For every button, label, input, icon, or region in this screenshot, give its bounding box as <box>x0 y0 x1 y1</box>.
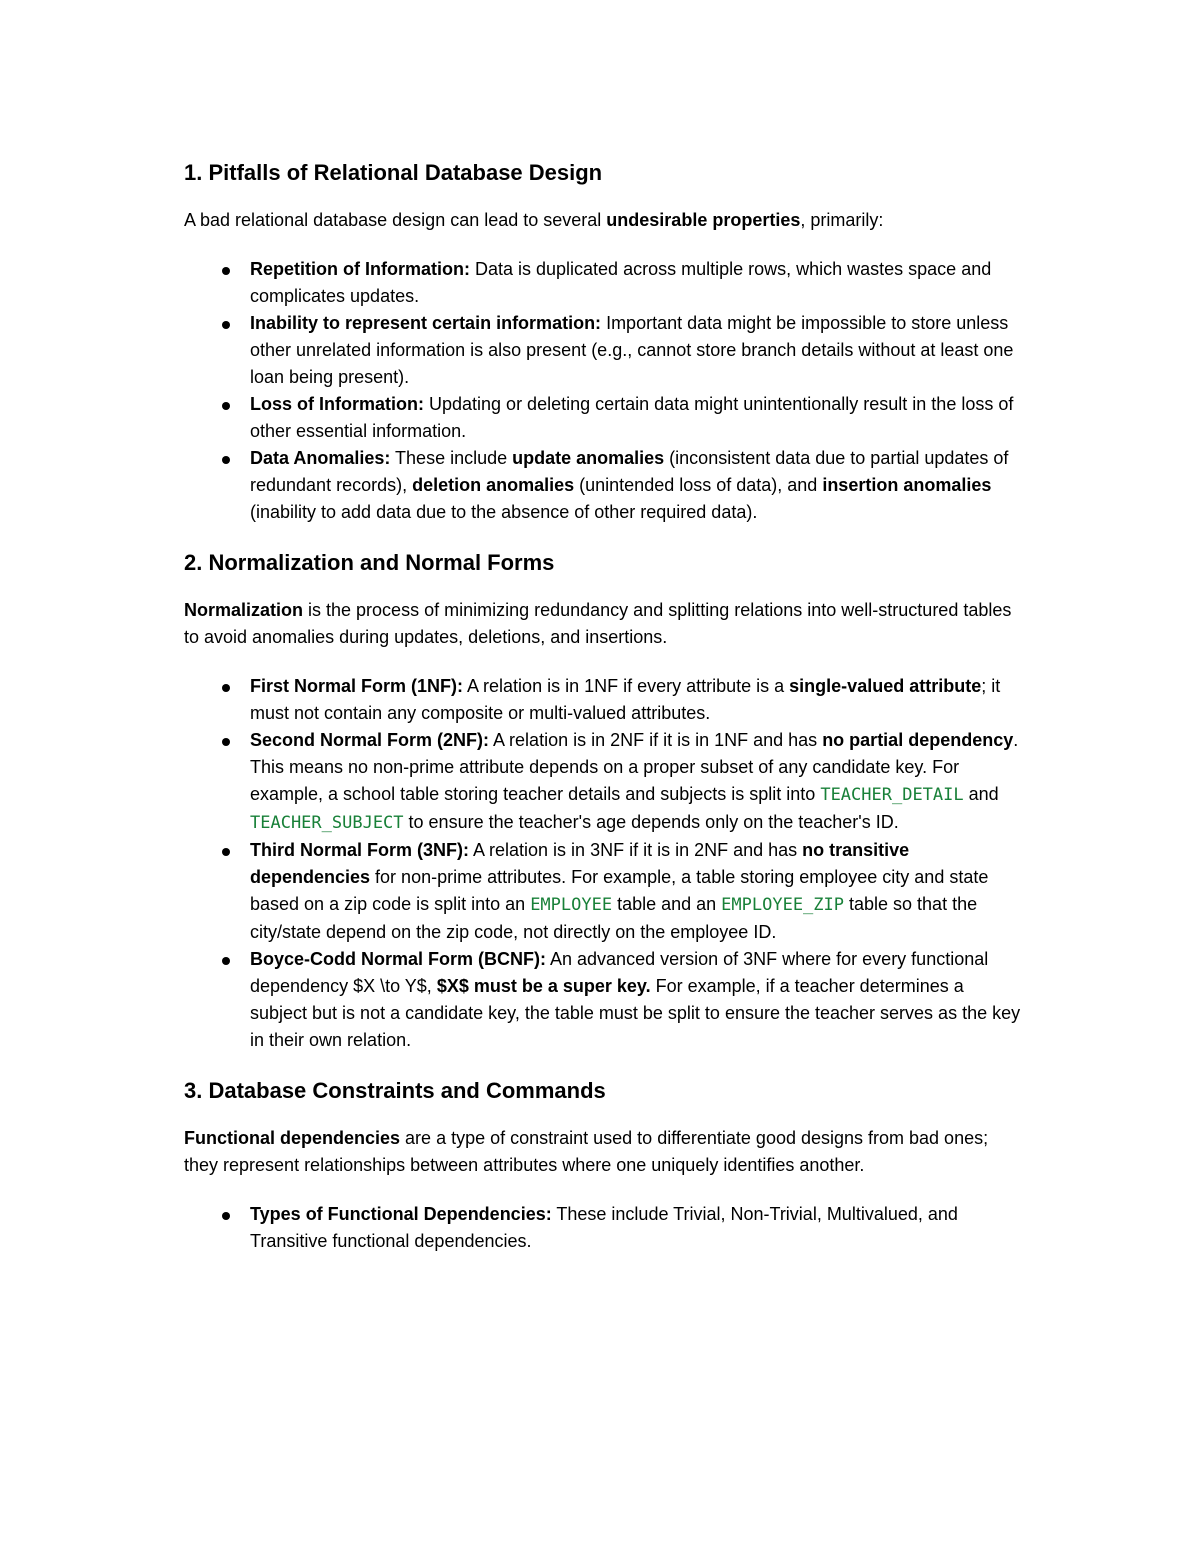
bullet-bold: update anomalies <box>512 448 665 468</box>
bullet-text: . This means no non-prime attribute depends on a proper subset of any candidate key. For example, a school table storing teacher details and subjects is split into <box>250 730 1019 804</box>
list-item <box>184 391 1024 445</box>
section-intro <box>184 1125 1024 1179</box>
bullet-text: (inconsistent data due to partial updates of redundant records), <box>250 448 1009 495</box>
intro-bold: Normalization <box>184 600 304 620</box>
bullet-bold: $X$ must be a super key. <box>436 976 651 996</box>
bullet-term: Inability to represent certain information: <box>250 313 602 333</box>
intro-bold: Functional dependencies <box>184 1128 401 1148</box>
intro-text: is the process of minimizing redundancy and splitting relations into well-structured tables to avoid anomalies during updates, deletions, and insertions. <box>184 600 1012 647</box>
bullet-bold: no partial dependency <box>822 730 1014 750</box>
bullet-text: and <box>963 784 999 804</box>
bullet-term: Data Anomalies: <box>250 448 391 468</box>
code-table-name: EMPLOYEE <box>530 895 613 915</box>
intro-text: , primarily: <box>800 210 884 230</box>
bullet-text: A relation is in 3NF if it is in 2NF and has <box>469 840 803 860</box>
bullet-list <box>184 673 1024 1054</box>
bullet-text: table so that the city/state depend on the zip code, not directly on the employee ID. <box>250 894 978 942</box>
list-item <box>184 445 1024 526</box>
section-heading: 3. Database Constraints and Commands <box>184 1078 606 1103</box>
bullet-text: (unintended loss of data), and <box>574 475 823 495</box>
bullet-text: for non-prime attributes. For example, a table storing employee city and state based on a zip code is split into an <box>250 867 989 914</box>
section-intro <box>184 597 1024 651</box>
list-item <box>184 837 1024 946</box>
bullet-text: ; it must not contain any composite or multi-valued attributes. <box>250 676 1001 723</box>
code-table-name: TEACHER_DETAIL <box>820 785 964 805</box>
code-table-name: TEACHER_SUBJECT <box>250 813 404 833</box>
bullet-text: Important data might be impossible to store unless other unrelated information is also present (e.g., cannot store branch details without at least one loan being present). <box>250 313 1014 387</box>
bullet-term: Boyce-Codd Normal Form (BCNF): <box>250 949 546 969</box>
bullet-bold: single-valued attribute <box>789 676 982 696</box>
bullet-text: A relation is in 1NF if every attribute is a <box>463 676 790 696</box>
intro-text: are a type of constraint used to differentiate good designs from bad ones; they represent relationships between attributes where one uniquely identifies another. <box>184 1128 989 1175</box>
intro-text: A bad relational database design can lead to several <box>184 210 607 230</box>
bullet-term: Second Normal Form (2NF): <box>250 730 490 750</box>
bullet-term: Third Normal Form (3NF): <box>250 840 469 860</box>
section-heading: 1. Pitfalls of Relational Database Design <box>184 160 603 185</box>
bullet-text: to ensure the teacher's age depends only on the teacher's ID. <box>403 812 899 832</box>
bullet-text: table and an <box>612 894 722 914</box>
bullet-text: (inability to add data due to the absence of other required data). <box>250 502 758 522</box>
section-heading: 2. Normalization and Normal Forms <box>184 550 555 575</box>
code-table-name: EMPLOYEE_ZIP <box>721 895 844 915</box>
bullet-list <box>184 1201 1024 1255</box>
section-intro <box>184 207 1024 234</box>
list-item <box>184 1201 1024 1255</box>
bullet-term: Repetition of Information: <box>250 259 470 279</box>
bullet-text: An advanced version of 3NF where for every functional dependency $X \to Y$, <box>250 949 989 996</box>
list-item <box>184 946 1024 1054</box>
bullet-list <box>184 256 1024 526</box>
list-item <box>184 727 1024 837</box>
list-item <box>184 256 1024 310</box>
list-item <box>184 673 1024 727</box>
bullet-bold: deletion anomalies <box>412 475 575 495</box>
bullet-text: Updating or deleting certain data might unintentionally result in the loss of other essential information. <box>250 394 1014 441</box>
document-page <box>184 156 1024 1255</box>
intro-bold: undesirable properties <box>606 210 801 230</box>
bullet-text: These include <box>390 448 513 468</box>
bullet-text: These include Trivial, Non-Trivial, Multivalued, and Transitive functional dependencies. <box>250 1204 958 1251</box>
bullet-term: First Normal Form (1NF): <box>250 676 464 696</box>
bullet-text: For example, if a teacher determines a subject but is not a candidate key, the table must be split to ensure the teacher serves as the key in their own relation. <box>250 976 1021 1050</box>
bullet-bold: insertion anomalies <box>822 475 992 495</box>
bullet-text: A relation is in 2NF if it is in 1NF and has <box>489 730 823 750</box>
list-item <box>184 310 1024 391</box>
bullet-bold: no transitive dependencies <box>250 840 910 887</box>
bullet-term: Loss of Information: <box>250 394 424 414</box>
bullet-text: Data is duplicated across multiple rows, which wastes space and complicates updates. <box>250 259 992 306</box>
bullet-term: Types of Functional Dependencies: <box>250 1204 552 1224</box>
